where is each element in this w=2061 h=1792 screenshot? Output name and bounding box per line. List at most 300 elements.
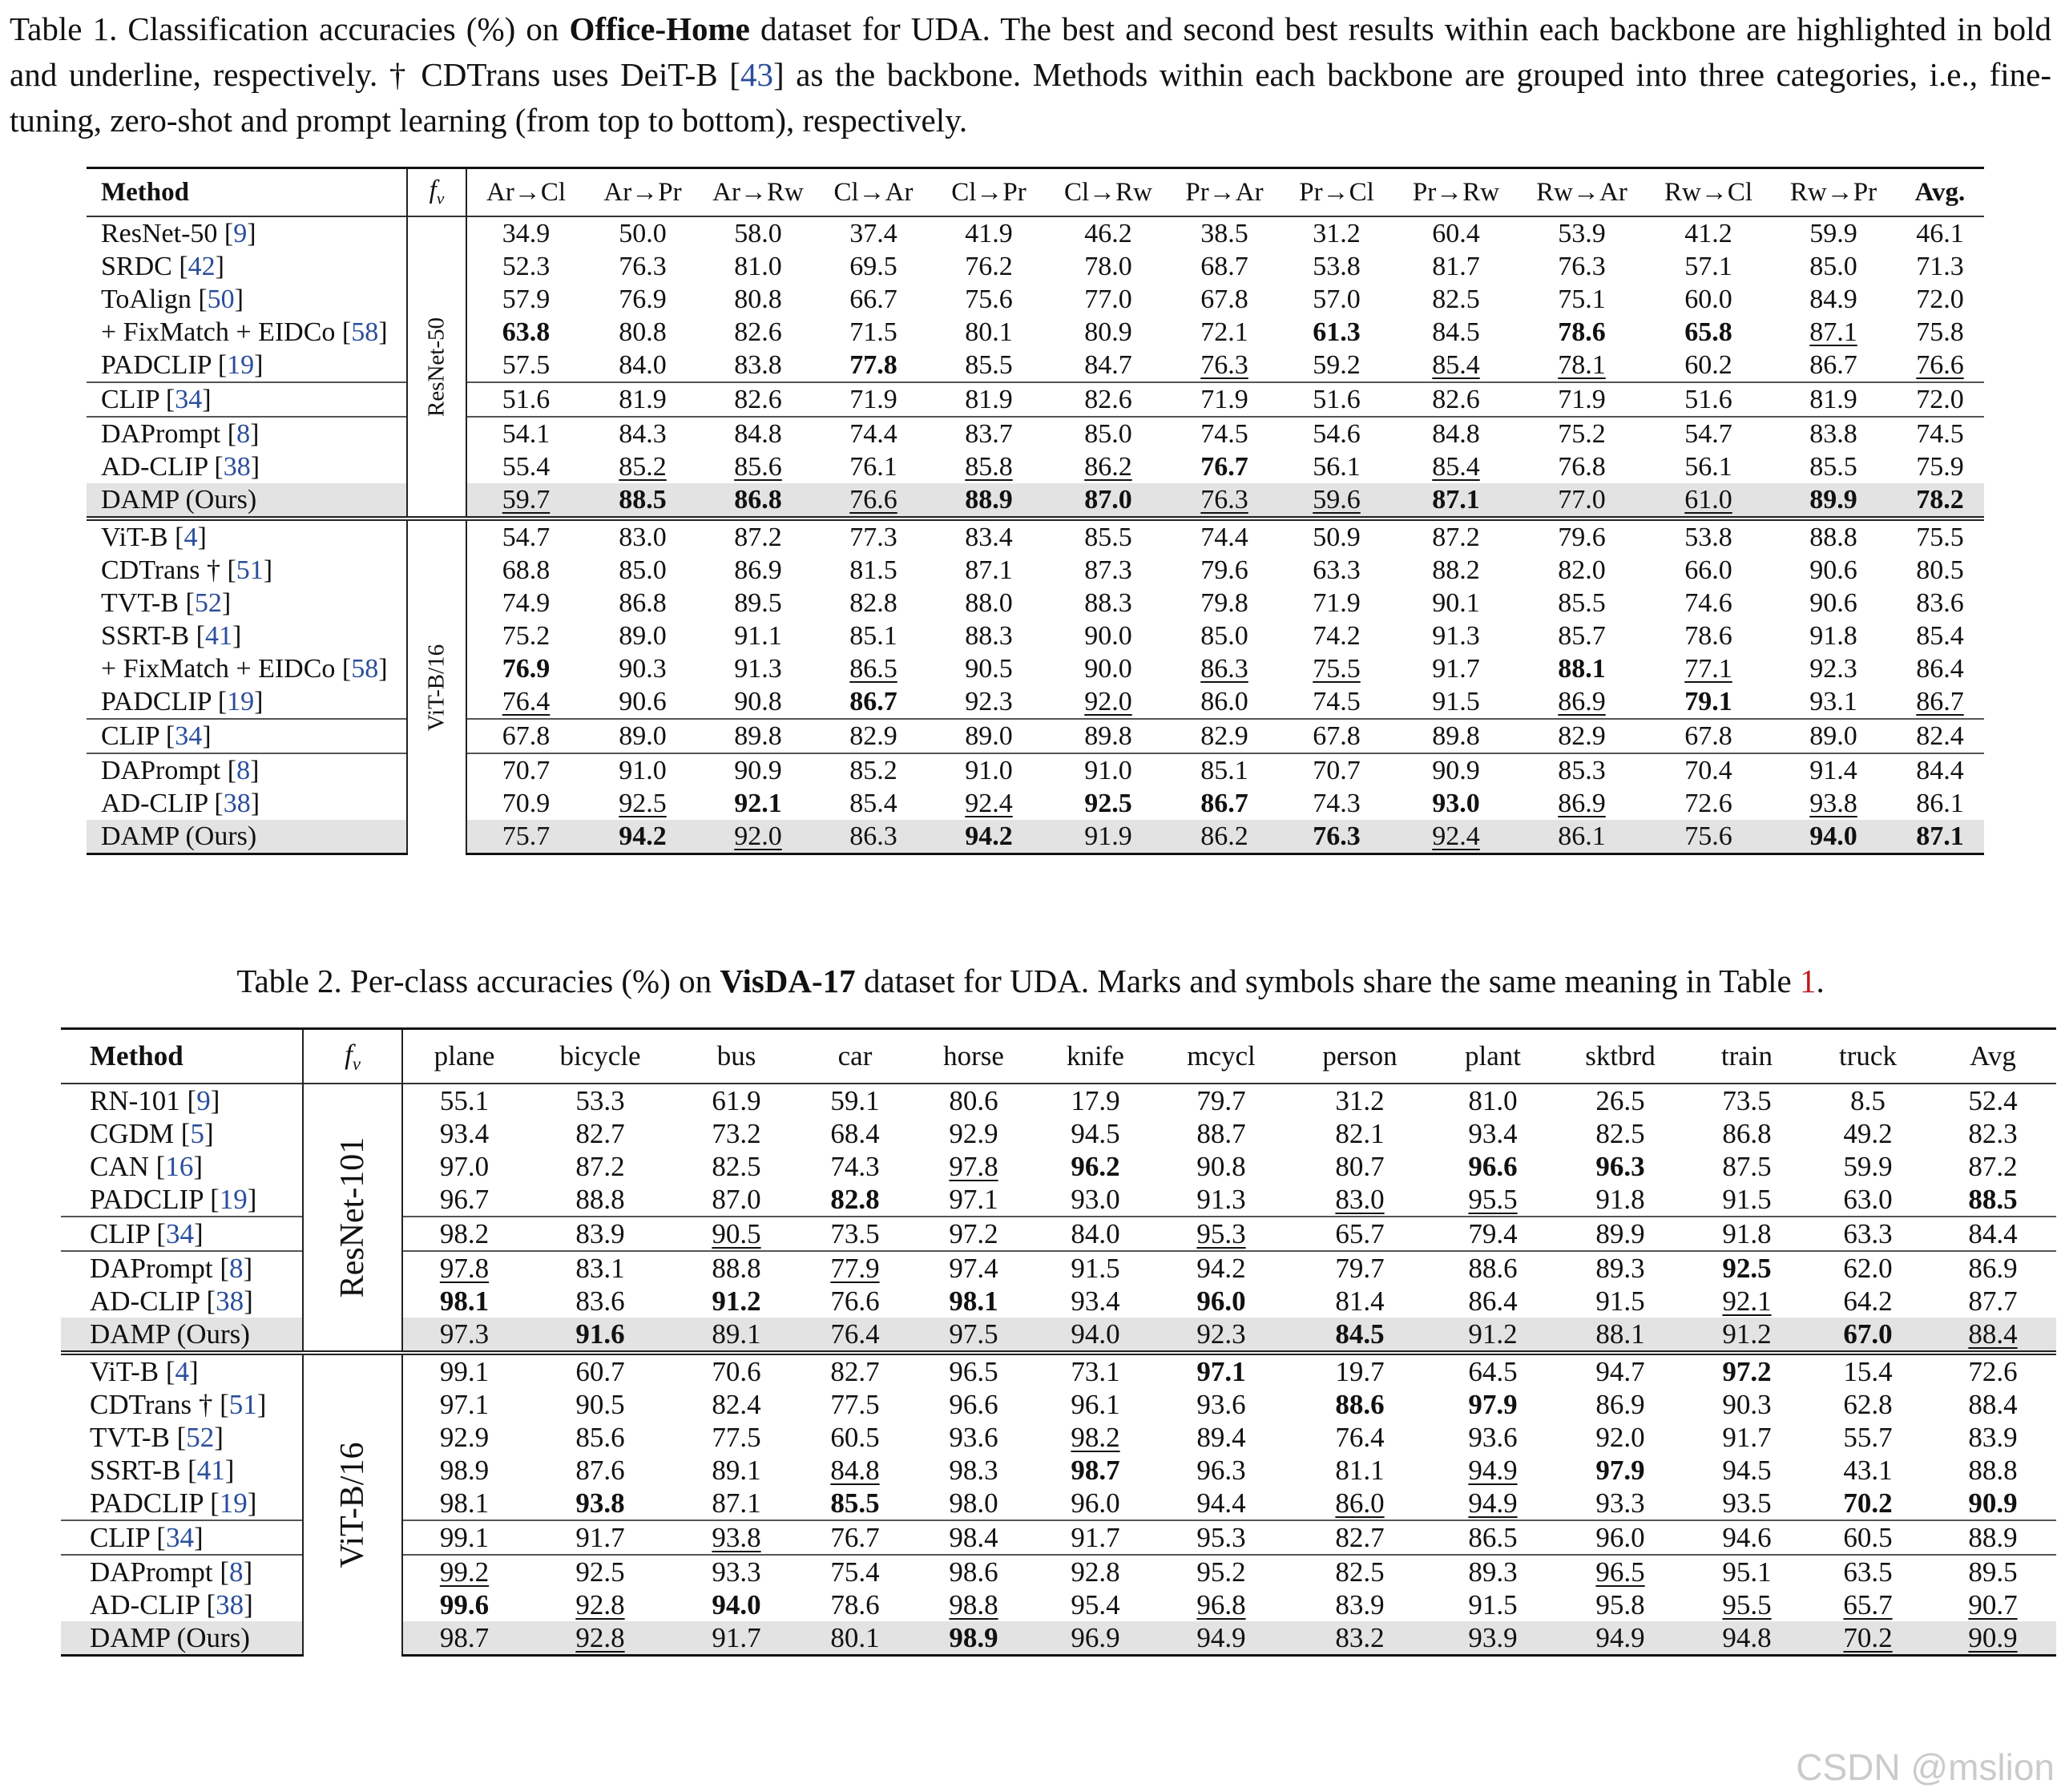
office-home-value-cell: 71.9 <box>1170 382 1279 417</box>
office-home-value-cell: 86.9 <box>1558 686 1606 716</box>
visda-value-cell: 17.9 <box>1035 1084 1156 1117</box>
office-home-value-cell: 72.0 <box>1896 382 1984 417</box>
method-name: SSRT-B [41] <box>61 1454 303 1487</box>
office-home-value-cell: 74.6 <box>1684 587 1732 618</box>
visda-value-cell: 94.6 <box>1688 1520 1806 1555</box>
table-row <box>87 519 1984 554</box>
table-header-row <box>87 168 1984 217</box>
office-home-value-cell: 76.1 <box>849 451 897 482</box>
method-name: TVT-B [52] <box>61 1421 303 1454</box>
office-home-value-cell: 76.9 <box>502 653 551 684</box>
visda-value-cell: 88.6 <box>1433 1251 1553 1285</box>
visda-value-cell: 91.8 <box>1595 1183 1645 1215</box>
visda-value-cell: 94.5 <box>1071 1117 1120 1149</box>
visda-value-cell: 82.1 <box>1335 1117 1385 1149</box>
method-name: CGDM [5] <box>61 1117 303 1150</box>
column-header: bus <box>675 1029 798 1084</box>
table-row <box>87 554 1984 587</box>
visda-value-cell: 98.2 <box>402 1217 526 1251</box>
method-column-header: Method <box>87 168 407 217</box>
visda-value-cell: 75.4 <box>798 1555 912 1588</box>
office-home-value-cell: 90.6 <box>619 686 667 716</box>
citation-link[interactable]: [8] <box>220 418 260 449</box>
citation-link[interactable]: [38] <box>199 1588 253 1620</box>
citation-link[interactable]: [8] <box>212 1252 253 1284</box>
visda-value-cell: 87.0 <box>712 1183 761 1215</box>
office-home-value-cell: 74.4 <box>816 417 931 450</box>
citation-link[interactable]: [8] <box>220 755 260 785</box>
office-home-value-cell: 90.8 <box>734 686 782 716</box>
office-home-value-cell: 90.3 <box>619 653 667 684</box>
visda-value-cell: 91.5 <box>1595 1285 1645 1317</box>
office-home-value-cell: 86.4 <box>1916 653 1964 684</box>
office-home-value-cell: 86.2 <box>1084 451 1132 482</box>
office-home-value-cell: 46.1 <box>1896 216 1984 250</box>
office-home-value-cell: 80.8 <box>619 317 667 347</box>
table1-caption-label: Table 1. <box>10 10 118 47</box>
method-name: ViT-B [4] <box>61 1353 303 1388</box>
table1-caption-text-3: ] as the backbone. Methods within each backbone are grouped into three categories, i.e., fine-tuning, zero-shot and prompt learning (from top to bottom), respectively. <box>10 56 2052 139</box>
visda-value-cell: 82.7 <box>1287 1520 1433 1555</box>
table-row <box>87 216 1984 250</box>
visda-value-cell: 96.2 <box>1071 1150 1120 1182</box>
citation-link[interactable]: [52] <box>178 587 232 618</box>
office-home-value-cell: 85.6 <box>734 451 782 482</box>
office-home-value-cell: 31.2 <box>1279 216 1394 250</box>
visda-value-cell: 92.9 <box>949 1117 998 1149</box>
citation-link[interactable]: [9] <box>179 1084 220 1116</box>
visda-value-cell: 91.2 <box>712 1285 761 1317</box>
citation-link[interactable]: [19] <box>211 686 264 716</box>
office-home-value-cell: 51.6 <box>1646 382 1771 417</box>
office-home-value-cell: 86.7 <box>1916 686 1964 716</box>
office-home-value-cell: 57.1 <box>1684 251 1732 281</box>
visda-value-cell: 63.5 <box>1806 1555 1930 1588</box>
table2-caption-label: Table 2. <box>236 963 342 999</box>
office-home-value-cell: 91.8 <box>1809 620 1857 651</box>
table1-caption-dataset: Office-Home <box>569 10 750 47</box>
visda-value-cell: 97.2 <box>1688 1353 1806 1388</box>
office-home-value-cell: 85.4 <box>1432 451 1480 482</box>
office-home-value-cell: 86.2 <box>1170 820 1279 854</box>
office-home-value-cell: 83.4 <box>931 519 1047 554</box>
visda-value-cell: 91.7 <box>675 1621 798 1656</box>
office-home-value-cell: 76.6 <box>816 483 931 519</box>
office-home-value-cell: 91.0 <box>931 753 1047 787</box>
visda-value-cell: 59.9 <box>1843 1150 1893 1182</box>
visda-value-cell: 93.6 <box>1468 1421 1518 1453</box>
office-home-value-cell: 90.9 <box>1394 753 1518 787</box>
office-home-value-cell: 86.1 <box>1518 820 1646 854</box>
citation-link[interactable]: [42] <box>171 251 224 281</box>
visda-value-cell: 55.1 <box>402 1084 526 1117</box>
office-home-value-cell: 87.1 <box>965 555 1013 585</box>
table-row <box>87 685 1984 719</box>
visda-value-cell: 83.9 <box>1968 1421 2018 1453</box>
visda-value-cell: 82.7 <box>798 1353 912 1388</box>
visda-value-cell: 70.2 <box>1843 1487 1893 1519</box>
office-home-value-cell: 83.6 <box>1916 587 1964 618</box>
office-home-value-cell: 75.5 <box>1313 653 1361 684</box>
office-home-value-cell: 82.6 <box>1047 382 1170 417</box>
office-home-value-cell: 75.1 <box>1558 284 1606 314</box>
office-home-value-cell: 90.0 <box>1084 653 1132 684</box>
visda-value-cell: 95.1 <box>1688 1555 1806 1588</box>
office-home-value-cell: 66.7 <box>849 284 897 314</box>
visda-value-cell: 86.0 <box>1335 1487 1385 1519</box>
office-home-value-cell: 92.1 <box>734 788 782 818</box>
office-home-value-cell: 90.1 <box>1432 587 1480 618</box>
visda-value-cell: 87.1 <box>712 1487 761 1519</box>
method-name: AD-CLIP [38] <box>61 1285 303 1318</box>
citation-link[interactable]: [5] <box>174 1117 214 1149</box>
visda-value-cell: 98.1 <box>439 1487 490 1519</box>
visda-value-cell: 95.4 <box>1071 1588 1120 1620</box>
office-home-value-cell: 75.9 <box>1916 451 1964 482</box>
visda-value-cell: 87.5 <box>1722 1150 1772 1182</box>
office-home-value-cell: 74.3 <box>1313 788 1361 818</box>
table1-caption-text: Classification accuracies (%) on <box>117 10 570 47</box>
visda-value-cell: 98.9 <box>912 1621 1035 1656</box>
visda-value-cell: 93.6 <box>949 1421 998 1453</box>
visda-value-cell: 86.5 <box>1433 1520 1553 1555</box>
visda-value-cell: 99.2 <box>402 1555 526 1588</box>
visda-value-cell: 94.2 <box>1156 1251 1287 1285</box>
visda-value-cell: 94.7 <box>1553 1353 1688 1388</box>
office-home-value-cell: 53.9 <box>1518 216 1646 250</box>
office-home-value-cell: 59.2 <box>1313 349 1361 380</box>
table2-caption <box>0 959 2061 1004</box>
visda-value-cell: 99.1 <box>402 1520 526 1555</box>
visda-value-cell: 92.5 <box>526 1555 675 1588</box>
office-home-value-cell: 70.7 <box>466 753 585 787</box>
office-home-value-cell: 90.0 <box>1084 620 1132 651</box>
column-header: Rw→Pr <box>1771 168 1896 217</box>
visda-value-cell: 92.3 <box>1156 1318 1287 1353</box>
office-home-value-cell: 71.9 <box>816 382 931 417</box>
visda-value-cell: 95.5 <box>1468 1183 1518 1215</box>
office-home-value-cell: 80.8 <box>734 284 782 314</box>
visda-value-cell: 83.1 <box>526 1251 675 1285</box>
office-home-value-cell: 38.5 <box>1170 216 1279 250</box>
table-row <box>87 620 1984 652</box>
office-home-value-cell: 37.4 <box>816 216 931 250</box>
office-home-value-cell: 82.6 <box>1394 382 1518 417</box>
visda-value-cell: 89.9 <box>1553 1217 1688 1251</box>
visda-value-cell: 81.0 <box>1433 1084 1553 1117</box>
office-home-value-cell: 84.8 <box>1394 417 1518 450</box>
table-row <box>87 652 1984 685</box>
visda-value-cell: 91.5 <box>1035 1251 1156 1285</box>
office-home-value-cell: 56.1 <box>1313 451 1361 482</box>
visda-value-cell: 99.6 <box>439 1588 490 1620</box>
office-home-value-cell: 80.5 <box>1916 555 1964 585</box>
office-home-value-cell: 92.3 <box>965 686 1013 716</box>
method-name: RN-101 [9] <box>61 1084 303 1117</box>
office-home-value-cell: 91.9 <box>1047 820 1170 854</box>
citation-link[interactable]: [38] <box>207 451 260 482</box>
visda-value-cell: 94.9 <box>1553 1621 1688 1656</box>
visda-value-cell: 59.1 <box>798 1084 912 1117</box>
office-home-value-cell: 51.6 <box>466 382 585 417</box>
visda-value-cell: 97.1 <box>1156 1353 1287 1388</box>
citation-link[interactable]: [34] <box>149 1521 204 1553</box>
office-home-value-cell: 71.3 <box>1916 251 1964 281</box>
citation-link[interactable]: [51] <box>220 555 273 585</box>
table-row <box>61 1353 2056 1388</box>
visda-value-cell: 82.5 <box>1287 1555 1433 1588</box>
visda-value-cell: 97.0 <box>439 1150 490 1182</box>
office-home-value-cell: 77.1 <box>1684 653 1732 684</box>
citation-link[interactable]: [51] <box>212 1388 267 1420</box>
citation-link[interactable]: [38] <box>199 1285 253 1317</box>
table-row <box>87 283 1984 316</box>
visda-value-cell: 77.9 <box>798 1251 912 1285</box>
office-home-value-cell: 67.8 <box>1200 284 1248 314</box>
column-header: Cl→Rw <box>1047 168 1170 217</box>
visda-value-cell: 84.4 <box>1930 1217 2056 1251</box>
citation-link[interactable]: [52] <box>169 1421 224 1453</box>
method-name: AD-CLIP [38] <box>87 450 407 483</box>
visda-value-cell: 83.9 <box>1335 1588 1385 1620</box>
citation-link[interactable]: [16] <box>148 1150 203 1182</box>
office-home-value-cell: 59.6 <box>1279 483 1394 519</box>
method-name: DAPrompt [8] <box>61 1555 303 1588</box>
office-home-value-cell: 84.7 <box>1084 349 1132 380</box>
visda-value-cell: 78.6 <box>830 1588 880 1620</box>
office-home-value-cell: 87.2 <box>1394 519 1518 554</box>
visda-value-cell: 91.2 <box>1433 1318 1553 1353</box>
column-header: plant <box>1433 1029 1553 1084</box>
office-home-value-cell: 85.4 <box>849 788 897 818</box>
column-header: Cl→Ar <box>816 168 931 217</box>
visda-value-cell: 97.1 <box>949 1183 998 1215</box>
citation-link[interactable]: [4] <box>159 1355 199 1387</box>
office-home-value-cell: 89.8 <box>1047 719 1170 753</box>
visda-value-cell: 92.0 <box>1595 1421 1645 1453</box>
visda-value-cell: 67.0 <box>1806 1318 1930 1353</box>
office-home-value-cell: 76.4 <box>502 686 551 716</box>
office-home-value-cell: 69.5 <box>849 251 897 281</box>
method-name: CLIP [34] <box>61 1217 303 1251</box>
citation-link[interactable]: [50] <box>191 284 244 314</box>
visda-value-cell: 97.2 <box>912 1217 1035 1251</box>
visda-value-cell: 92.1 <box>1722 1285 1772 1317</box>
method-name: PADCLIP [19] <box>61 1487 303 1520</box>
column-header: Pr→Ar <box>1170 168 1279 217</box>
visda-value-cell: 93.4 <box>1071 1285 1120 1317</box>
office-home-value-cell: 57.9 <box>502 284 551 314</box>
citation-link[interactable]: [8] <box>212 1556 253 1588</box>
office-home-value-cell: 79.8 <box>1200 587 1248 618</box>
visda-value-cell: 87.2 <box>1968 1150 2018 1182</box>
visda-value-cell: 96.7 <box>439 1183 490 1215</box>
table-row <box>87 719 1984 753</box>
office-home-value-cell: 70.7 <box>1279 753 1394 787</box>
office-home-value-cell: 76.6 <box>1916 349 1964 380</box>
visda-value-cell: 61.9 <box>675 1084 798 1117</box>
table-row <box>87 753 1984 787</box>
office-home-value-cell: 56.1 <box>1684 451 1732 482</box>
citation-link[interactable]: [34] <box>149 1217 204 1249</box>
office-home-value-cell: 82.4 <box>1896 719 1984 753</box>
office-home-value-cell: 75.7 <box>466 820 585 854</box>
visda-value-cell: 91.5 <box>1722 1183 1772 1215</box>
office-home-value-cell: 34.9 <box>466 216 585 250</box>
visda-value-cell: 86.9 <box>1930 1251 2056 1285</box>
table-header-row <box>61 1029 2056 1084</box>
citation-link[interactable]: [41] <box>180 1454 235 1486</box>
office-home-value-cell: 86.1 <box>1916 788 1964 818</box>
office-home-value-cell: 54.7 <box>1646 417 1771 450</box>
visda-value-cell: 90.3 <box>1722 1388 1772 1420</box>
visda-value-cell: 82.5 <box>1595 1117 1645 1149</box>
visda-value-cell: 83.2 <box>1287 1621 1433 1656</box>
visda-value-cell: 98.1 <box>439 1285 490 1317</box>
method-name: DAMP (Ours) <box>87 820 407 854</box>
visda-value-cell: 77.5 <box>712 1421 761 1453</box>
office-home-value-cell: 86.8 <box>619 587 667 618</box>
office-home-value-cell: 55.4 <box>502 451 551 482</box>
office-home-value-cell: 60.2 <box>1684 349 1732 380</box>
office-home-value-cell: 84.0 <box>619 349 667 380</box>
visda-value-cell: 94.9 <box>1468 1454 1518 1486</box>
citation-link[interactable]: [58] <box>335 317 388 347</box>
backbone-label: ResNet-101 <box>303 1084 402 1353</box>
column-header: train <box>1688 1029 1806 1084</box>
office-home-value-cell: 72.6 <box>1684 788 1732 818</box>
office-home-value-cell: 63.8 <box>502 317 551 347</box>
office-home-value-cell: 76.7 <box>1200 451 1248 482</box>
office-home-value-cell: 84.5 <box>1432 317 1480 347</box>
office-home-value-cell: 82.9 <box>1518 719 1646 753</box>
citation-link[interactable]: [19] <box>203 1183 257 1215</box>
visda-value-cell: 26.5 <box>1553 1084 1688 1117</box>
office-home-value-cell: 82.8 <box>849 587 897 618</box>
visda-value-cell: 96.8 <box>1196 1588 1246 1620</box>
visda-value-cell: 64.2 <box>1843 1285 1893 1317</box>
office-home-value-cell: 53.8 <box>1313 251 1361 281</box>
column-header: knife <box>1035 1029 1156 1084</box>
office-home-value-cell: 93.0 <box>1432 788 1480 818</box>
visda-value-cell: 79.7 <box>1287 1251 1433 1285</box>
office-home-value-cell: 51.6 <box>1279 382 1394 417</box>
office-home-value-cell: 84.4 <box>1896 753 1984 787</box>
office-home-value-cell: 76.3 <box>619 251 667 281</box>
visda-value-cell: 97.9 <box>1595 1454 1645 1486</box>
column-header: Rw→Cl <box>1646 168 1771 217</box>
citation-link[interactable]: [4] <box>167 522 207 552</box>
visda-value-cell: 93.4 <box>1468 1117 1518 1149</box>
visda-value-cell: 94.0 <box>712 1588 761 1620</box>
office-home-value-cell: 77.8 <box>849 349 897 380</box>
method-name: CDTrans † [51] <box>87 554 407 587</box>
office-home-value-cell: 88.3 <box>965 620 1013 651</box>
visda-value-cell: 93.9 <box>1433 1621 1553 1656</box>
visda-value-cell: 96.5 <box>1553 1555 1688 1588</box>
visda-value-cell: 96.0 <box>1196 1285 1246 1317</box>
visda-value-cell: 97.8 <box>402 1251 526 1285</box>
table-reference-link[interactable]: 1 <box>1799 963 1817 999</box>
office-home-value-cell: 83.7 <box>931 417 1047 450</box>
office-home-value-cell: 84.9 <box>1809 284 1857 314</box>
office-home-value-cell: 86.7 <box>1809 349 1857 380</box>
citation-link[interactable]: [34] <box>159 720 212 751</box>
visda-value-cell: 91.3 <box>1196 1183 1246 1215</box>
column-header: car <box>798 1029 912 1084</box>
visda-value-cell: 72.6 <box>1930 1353 2056 1388</box>
visda-value-cell: 73.2 <box>712 1117 761 1149</box>
visda-value-cell: 98.9 <box>439 1454 490 1486</box>
citation-link[interactable]: [19] <box>203 1487 257 1519</box>
visda-value-cell: 63.3 <box>1806 1217 1930 1251</box>
visda-value-cell: 94.0 <box>1035 1318 1156 1353</box>
office-home-value-cell: 77.3 <box>816 519 931 554</box>
visda-value-cell: 88.9 <box>1930 1520 2056 1555</box>
office-home-value-cell: 66.0 <box>1684 555 1732 585</box>
citation-link[interactable]: [38] <box>207 788 260 818</box>
citation-link[interactable]: [34] <box>159 384 212 414</box>
office-home-value-cell: 91.4 <box>1771 753 1896 787</box>
table2-caption-text: Per-class accuracies (%) on <box>341 963 720 999</box>
office-home-value-cell: 93.1 <box>1809 686 1857 716</box>
table-row <box>87 417 1984 450</box>
column-header: plane <box>402 1029 526 1084</box>
visda-value-cell: 88.8 <box>675 1251 798 1285</box>
visda-value-cell: 97.3 <box>402 1318 526 1353</box>
citation-link[interactable]: [41] <box>189 620 242 651</box>
visda-value-cell: 31.2 <box>1287 1084 1433 1117</box>
visda-value-cell: 70.6 <box>675 1353 798 1388</box>
office-home-value-cell: 88.0 <box>965 587 1013 618</box>
visda-value-cell: 49.2 <box>1843 1117 1893 1149</box>
visda-value-cell: 96.3 <box>1196 1454 1246 1486</box>
office-home-value-cell: 81.9 <box>585 382 700 417</box>
office-home-value-cell: 80.9 <box>1084 317 1132 347</box>
office-home-value-cell: 85.0 <box>1200 620 1248 651</box>
backbone-label: ResNet-50 <box>407 216 466 519</box>
citation-link[interactable]: 43 <box>740 56 773 93</box>
office-home-value-cell: 75.2 <box>502 620 551 651</box>
office-home-value-cell: 91.3 <box>1432 620 1480 651</box>
column-header: Ar→Cl <box>466 168 585 217</box>
office-home-value-cell: 77.0 <box>1518 483 1646 519</box>
visda-value-cell: 90.5 <box>675 1217 798 1251</box>
citation-link[interactable]: [19] <box>211 349 264 380</box>
office-home-value-cell: 76.3 <box>1200 349 1248 380</box>
column-header: Avg. <box>1896 168 1984 217</box>
visda-value-cell: 88.5 <box>1968 1183 2018 1215</box>
visda-value-cell: 95.3 <box>1156 1520 1287 1555</box>
office-home-value-cell: 88.8 <box>1771 519 1896 554</box>
office-home-value-cell: 59.9 <box>1771 216 1896 250</box>
visda-value-cell: 98.7 <box>402 1621 526 1656</box>
office-home-value-cell: 82.9 <box>1170 719 1279 753</box>
visda-value-cell: 99.1 <box>402 1353 526 1388</box>
visda-value-cell: 97.5 <box>912 1318 1035 1353</box>
visda-value-cell: 96.0 <box>1071 1487 1120 1519</box>
column-header: Pr→Cl <box>1279 168 1394 217</box>
visda-value-cell: 90.8 <box>1196 1150 1246 1182</box>
visda-value-cell: 87.6 <box>575 1454 625 1486</box>
citation-link[interactable]: [9] <box>217 218 256 248</box>
visda-value-cell: 98.6 <box>912 1555 1035 1588</box>
office-home-value-cell: 94.2 <box>585 820 700 854</box>
visda-value-cell: 88.4 <box>1968 1388 2018 1420</box>
visda-value-cell: 97.1 <box>439 1388 490 1420</box>
office-home-table <box>87 167 1984 855</box>
citation-link[interactable]: [58] <box>335 653 388 684</box>
